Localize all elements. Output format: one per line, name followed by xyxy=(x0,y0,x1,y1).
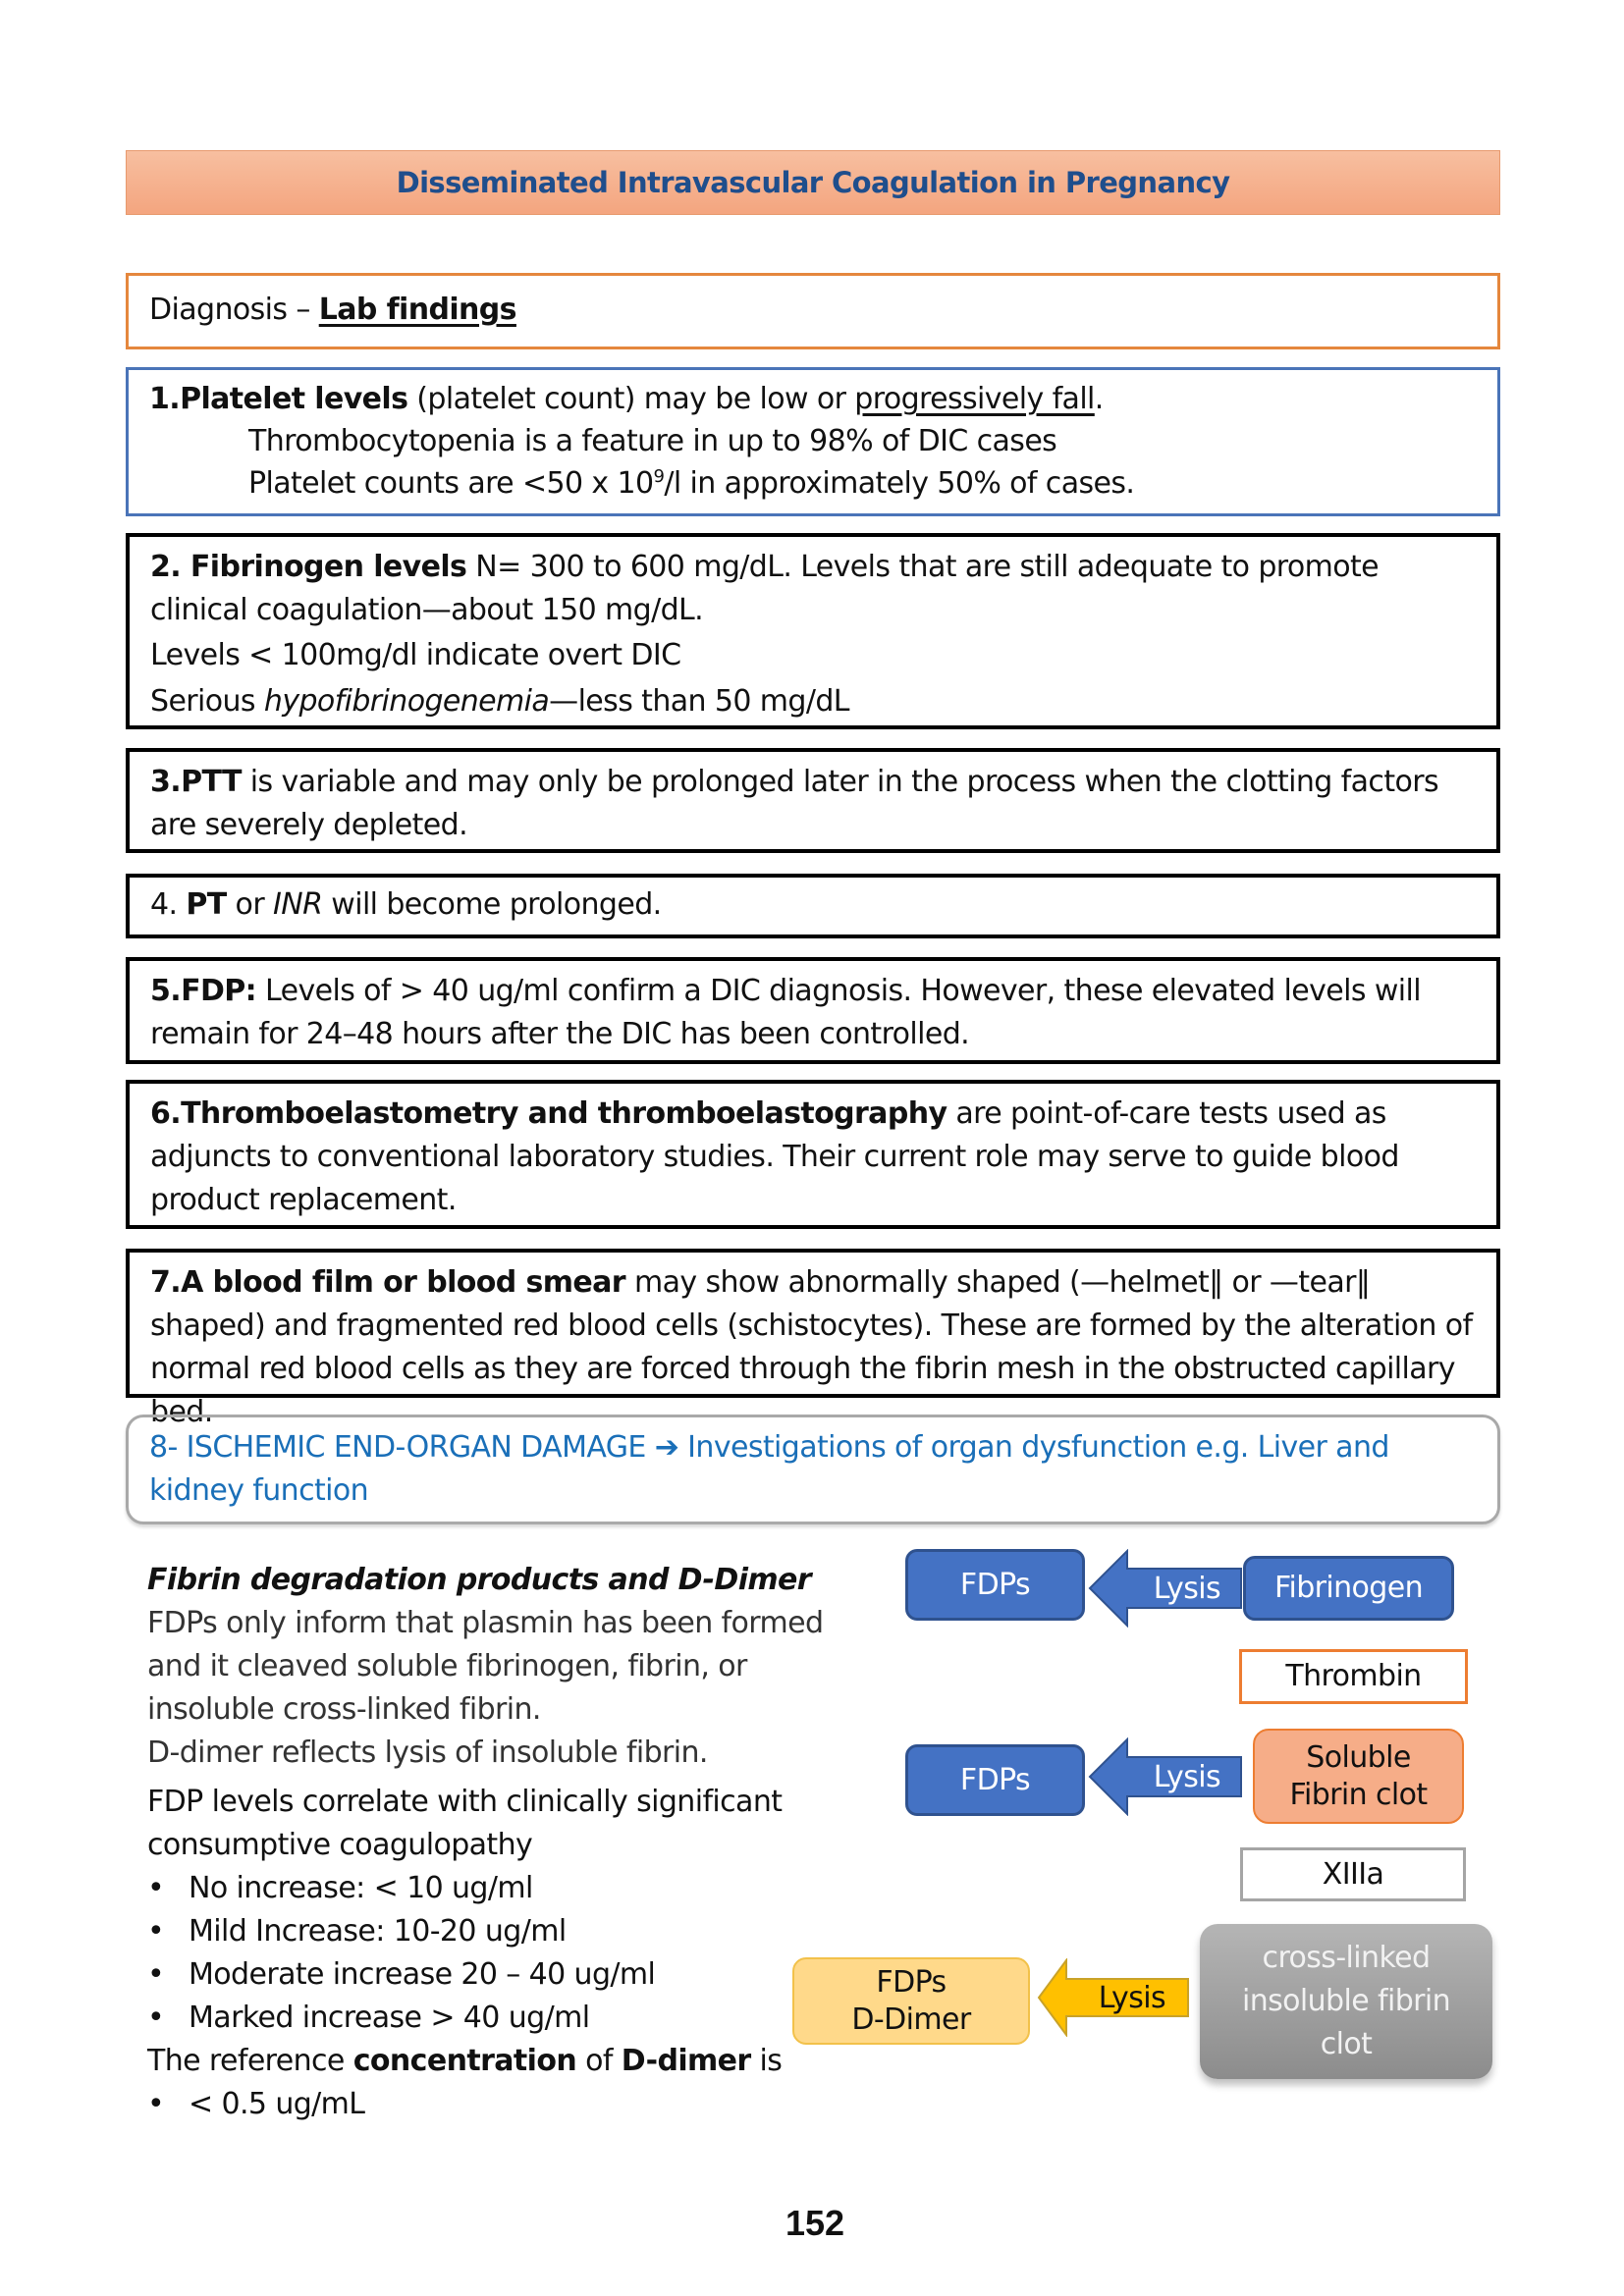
page-number: 152 xyxy=(785,2203,845,2243)
ptt-title: 3.PTT xyxy=(150,765,242,799)
right-arrow-icon: ➔ xyxy=(654,1430,679,1465)
platelet-title: Platelet levels xyxy=(180,382,408,416)
fdp-ddimer-section xyxy=(147,1559,854,2126)
cross-linked-clot-line-1: cross-linked xyxy=(1262,1941,1431,1975)
blood-smear-text: may show abnormally shaped (—helmet‖ or —tear‖ shaped) and fragmented red blood cells (schistocytes). These are formed by the alteration of normal red blood cells as they are forced through the fibrin mesh in the obstructed capillary bed. xyxy=(150,1265,1473,1429)
fdps-node-1 xyxy=(905,1549,1085,1621)
factor-xiiia-node-label: XIIIa xyxy=(1322,1856,1384,1892)
platelet-underlined: progressively fall xyxy=(854,382,1095,416)
page-title-banner xyxy=(126,150,1500,215)
platelet-sub-2-post: /l in approximately 50% of cases. xyxy=(664,466,1135,501)
fdp-box xyxy=(126,957,1500,1064)
lysis-arrow-2-label: Lysis xyxy=(1153,1759,1220,1794)
fibrinogen-text: N= 300 to 600 mg/dL. Levels that are still adequate to promote clinical coagulation—about 150 mg/dL. xyxy=(150,550,1380,627)
platelet-sub-2-pre: Platelet counts are <50 x 10 xyxy=(248,466,654,501)
pt-title: PT xyxy=(186,887,227,922)
fdps-ddimer-line-1: FDPs xyxy=(876,1964,947,2000)
page-title: Disseminated Intravascular Coagulation in Pregnancy xyxy=(396,166,1230,199)
platelet-end: . xyxy=(1094,382,1104,416)
platelet-levels-box xyxy=(126,367,1500,516)
diagnosis-label: Lab findings xyxy=(318,293,516,327)
fibrinogen-line-3-italic: hypofibrinogenemia xyxy=(263,684,550,719)
fdps-node-1-label: FDPs xyxy=(959,1567,1031,1602)
platelet-line-1 xyxy=(149,378,1478,420)
platelet-sub-1: Thrombocytopenia is a feature in up to 98% of DIC cases xyxy=(248,424,1057,458)
fibrinogen-line-3-pre: Serious xyxy=(150,684,264,719)
fibrinogen-line-3-post: —less than 50 mg/dL xyxy=(549,684,849,719)
ddimer-reference-value: • < 0.5 ug/mL xyxy=(147,2083,854,2126)
thromboelastometry-text: are point-of-care tests used as adjuncts to conventional laboratory studies. Their current role may serve to guide blood product replacement. xyxy=(150,1096,1399,1217)
lysis-arrow-3-label: Lysis xyxy=(1098,1980,1165,2015)
diagnosis-header-box xyxy=(126,273,1500,349)
factor-xiiia-node xyxy=(1240,1847,1466,1901)
fibrinogen-title: 2. Fibrinogen levels xyxy=(150,550,467,584)
thromboelastometry-box xyxy=(126,1080,1500,1229)
cross-linked-clot-line-3: clot xyxy=(1320,2027,1373,2061)
fibrinogen-node-label: Fibrinogen xyxy=(1273,1571,1423,1605)
thrombin-node-label: Thrombin xyxy=(1285,1659,1422,1693)
fibrinogen-line-3 xyxy=(150,680,1477,723)
ptt-box xyxy=(126,748,1500,853)
ischemic-title: 8- ISCHEMIC END-ORGAN DAMAGE xyxy=(149,1430,655,1465)
fdp-level-item: • Moderate increase 20 – 40 ug/ml xyxy=(147,1953,854,1997)
fibrinogen-line-2: Levels < 100mg/dl indicate overt DIC xyxy=(150,638,681,672)
pt-text: will become prolonged. xyxy=(322,887,662,922)
pt-mid: or xyxy=(226,887,273,922)
fibrinogen-node xyxy=(1243,1556,1454,1621)
ddimer-reference-list xyxy=(147,2083,854,2126)
soluble-fibrin-clot-line-1: Soluble xyxy=(1306,1739,1411,1775)
fdps-ddimer-node xyxy=(792,1957,1030,2045)
soluble-fibrin-clot-node xyxy=(1253,1729,1464,1824)
fdp-title: 5.FDP: xyxy=(150,974,257,1008)
fibrinogen-para xyxy=(150,546,1477,632)
lysis-arrow-3 xyxy=(1037,1958,1189,2037)
fdp-section-para-3: FDP levels correlate with clinically significant consumptive coagulopathy xyxy=(147,1785,783,1862)
platelet-number: 1. xyxy=(149,382,181,416)
lysis-arrow-1-label: Lysis xyxy=(1153,1571,1220,1606)
blood-smear-title: 7.A blood film or blood smear xyxy=(150,1265,626,1300)
fibrinogen-levels-box xyxy=(126,533,1500,729)
ddimer-reference-text: The reference concentration of D-dimer is xyxy=(147,2044,783,2078)
fdps-node-2 xyxy=(905,1744,1085,1816)
blood-smear-box xyxy=(126,1249,1500,1429)
fdp-level-item: • No increase: < 10 ug/ml xyxy=(147,1867,854,1910)
lysis-arrow-1 xyxy=(1088,1549,1242,1628)
fdp-text: Levels of > 40 ug/ml confirm a DIC diagnosis. However, these elevated levels will remain for 24–48 hours after the DIC has been controlled. xyxy=(150,974,1421,1051)
fdp-section-heading: Fibrin degradation products and D-Dimer xyxy=(147,1563,811,1597)
fdp-section-para-2: D-dimer reflects lysis of insoluble fibrin. xyxy=(147,1735,708,1770)
platelet-text: (platelet count) may be low or xyxy=(407,382,855,416)
cross-linked-clot-line-2: insoluble fibrin xyxy=(1241,1984,1451,2018)
diagnosis-prefix: Diagnosis – xyxy=(149,293,319,327)
pt-number: 4. xyxy=(150,887,187,922)
lysis-arrow-2 xyxy=(1088,1737,1242,1816)
platelet-sub-2 xyxy=(149,462,1478,505)
fdps-node-2-label: FDPs xyxy=(959,1762,1031,1797)
fdps-ddimer-line-2: D-Dimer xyxy=(851,2002,971,2037)
cross-linked-fibrin-clot-node xyxy=(1200,1924,1492,2079)
inr-title: INR xyxy=(273,887,323,922)
ptt-text: is variable and may only be prolonged later in the process when the clotting factors are severely depleted. xyxy=(150,765,1438,842)
platelet-sub-2-exponent: 9 xyxy=(653,466,665,487)
soluble-fibrin-clot-line-2: Fibrin clot xyxy=(1289,1777,1428,1812)
fdp-section-para-1: FDPs only inform that plasmin has been formed and it cleaved soluble fibrinogen, fibrin, or insoluble cross-linked fibrin. xyxy=(147,1606,824,1727)
fdp-level-item: • Mild Increase: 10-20 ug/ml xyxy=(147,1910,854,1953)
fdp-levels-list xyxy=(147,1867,854,2040)
thrombin-node xyxy=(1239,1649,1468,1704)
ischemic-damage-box xyxy=(126,1415,1500,1524)
fdp-level-item: • Marked increase > 40 ug/ml xyxy=(147,1997,854,2040)
thromboelastometry-title: 6.Thromboelastometry and thromboelastography xyxy=(150,1096,947,1131)
pt-inr-box xyxy=(126,874,1500,938)
ischemic-text: Investigations of organ dysfunction e.g. Liver and kidney function xyxy=(149,1430,1389,1508)
